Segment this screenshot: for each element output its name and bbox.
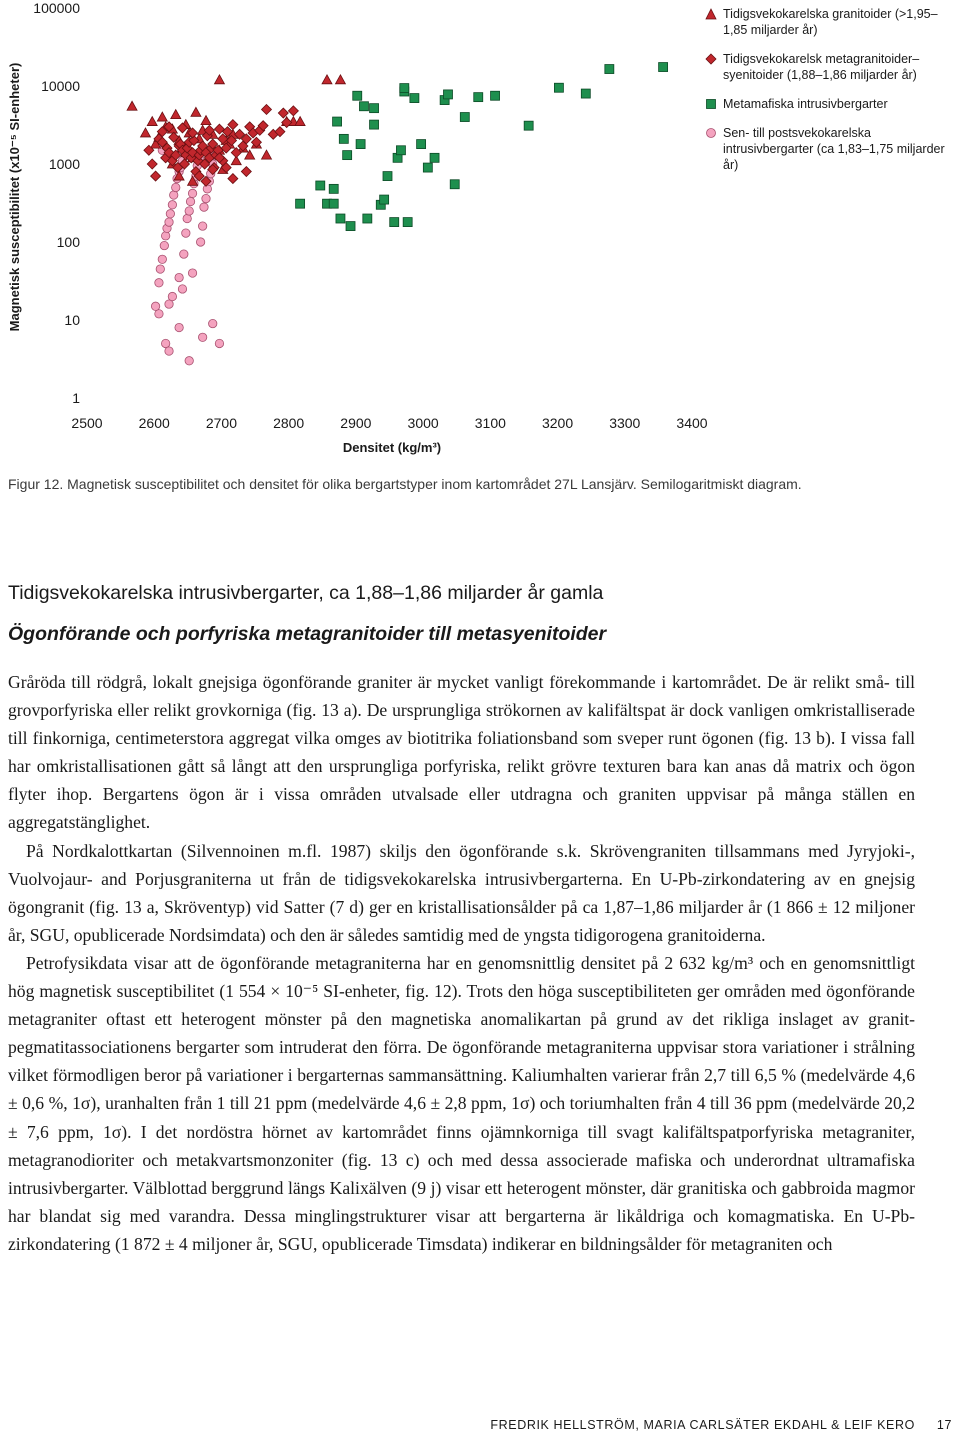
circle-data-point xyxy=(180,250,188,258)
square-data-point xyxy=(460,113,469,122)
square-data-point xyxy=(363,214,372,223)
x-axis-title: Densitet (kg/m³) xyxy=(342,440,442,455)
circle-data-point xyxy=(161,232,169,240)
triangle-data-point xyxy=(335,75,345,84)
square-data-point xyxy=(336,214,345,223)
circle-data-point xyxy=(183,214,191,222)
triangle-data-point xyxy=(171,110,181,119)
article-body xyxy=(8,582,915,1258)
footer-authors: FREDRIK HELLSTRÖM, MARIA CARLSÄTER EKDAHL & LEIF KERO xyxy=(490,1418,915,1432)
circle-data-point xyxy=(168,292,176,300)
diamond-data-point xyxy=(241,167,251,177)
square-data-point xyxy=(403,218,412,227)
square-data-point xyxy=(329,199,338,208)
triangle-data-point xyxy=(262,150,272,159)
square-data-point xyxy=(370,104,379,113)
triangle-data-point xyxy=(127,101,137,110)
y-tick-label: 10000 xyxy=(41,78,80,94)
circle-data-point xyxy=(200,203,208,211)
square-data-point xyxy=(356,140,365,149)
triangle-data-point xyxy=(191,107,201,116)
x-tick-label: 2800 xyxy=(273,415,305,431)
square-data-point xyxy=(400,84,409,93)
legend-item-postsvekokarelska xyxy=(705,125,955,173)
legend-label: Tidigsvekokarelska granitoider (>1,95–1,85 miljarder år) xyxy=(723,7,938,37)
triangle-marker-icon xyxy=(705,8,717,20)
square-data-point xyxy=(329,184,338,193)
circle-data-point xyxy=(155,279,163,287)
circle-data-point xyxy=(166,210,174,218)
circle-marker-icon xyxy=(705,127,717,139)
square-data-point xyxy=(333,117,342,126)
triangle-data-point xyxy=(295,117,305,126)
circle-data-point xyxy=(209,319,217,327)
figure-caption: Figur 12. Magnetisk susceptibilitet och densitet för olika bergartstyper inom kartområdet 27L Lansjärv. Semilogaritmiskt diagram. xyxy=(8,476,802,492)
data-points xyxy=(127,63,668,365)
section-subheading: Ögonförande och porfyriska metagranitoider till metasyenitoider xyxy=(8,623,607,645)
circle-data-point xyxy=(178,285,186,293)
triangle-data-point xyxy=(157,112,167,121)
circle-data-point xyxy=(185,357,193,365)
circle-data-point xyxy=(175,273,183,281)
circle-data-point xyxy=(160,241,168,249)
y-axis-tick-labels xyxy=(33,0,80,406)
square-data-point xyxy=(346,222,355,231)
square-data-point xyxy=(605,65,614,74)
circle-data-point xyxy=(186,197,194,205)
legend-item-granitoider xyxy=(705,6,955,38)
legend-item-metamafiska xyxy=(705,96,955,112)
paragraph-3: Petrofysikdata visar att de ögonförande metagraniterna har en genomsnittlig densitet på 2 632 kg/m³ och en genomsnittligt hög magnetisk susceptibilitet (1 554 × 10⁻⁵ SI-enheter, fig. 12). Trots den höga susceptibiliteten ger områden med ögonförande metagraniter oftast ett heterogent mönster på den magnetiska anomalikartan på grund av det rikliga inslaget av granit-pegmatitassociationens bergarter som intruderat den förra. De ögonförande metagraniterna uppvisar stora variationer i strålning vilket förmodligen beror på variationer i bergarternas sammansättning. Kaliumhalten varierar från 2,7 till 6,5 % (medelvärde 4,6 ± 0,6 %, 1σ), uranhalten från 1 till 21 ppm (medelvärde 4,6 ± 2,8 ppm, 1σ) och toriumhalten från 4 till 36 ppm (medelvärde 20,2 ± 7,6 ppm, 1σ). I det nordöstra hörnet av kartområdet finns ojämnkorniga till svagt kalifältspatporfyriska metagraniter, metagranodioriter och metakvartsmonzoniter (fig. 13 c) och med dessa associerade mafiska och underordnat ultramafiska intrusivbergarter. Välblottad berggrund längs Kalixälven (9 j) visar ett heterogent mönster, där granitiska och gabbroida magmor har blandat sig med varandra. Dessa minglingstrukturer visar att bergarterna är likåldriga och komagmatiska. En U-Pb-zirkondatering (1 872 ± 4 miljoner år, SGU, opublicerade Timsdata) indikerar en bildningsålder för metagraniten och xyxy=(8,952,915,1254)
square-data-point xyxy=(343,151,352,160)
y-axis-title: Magnetisk susceptibilitet (x10⁻⁵ SI-enheter) xyxy=(7,62,22,332)
chart-legend xyxy=(705,6,955,186)
circle-data-point xyxy=(158,255,166,263)
square-data-point xyxy=(339,134,348,143)
square-data-point xyxy=(430,153,439,162)
square-data-point xyxy=(659,63,668,72)
paragraph-1: Gråröda till rödgrå, lokalt gnejsiga ögonförande graniter är mycket vanligt förekommande i kartområdet. De är relikt små- till grovporfyriska eller relikt grovkorniga (fig. 13 a). De ursprungliga strökornen av kalifältspat är dock vanligen omkristalliserade till finkorniga, centimeterstora aggregat vilka omges av biotitrika foliationsband som sveper runt ögonen (fig. 13 b). I vissa fall har omkristallisationen gått så långt att den ursprungliga porfyriska, relikt grövre texturen bara kan anas då matrix och ögon flyter ihop. Bergartens ögon är i vissa områden utvalsade eller utdragna och graniten uppvisar på många ställen en aggregatstänglighet. xyxy=(8,672,915,833)
triangle-data-point xyxy=(141,128,151,137)
page-footer xyxy=(490,1418,952,1432)
square-data-point xyxy=(296,199,305,208)
x-tick-label: 3100 xyxy=(474,415,506,431)
y-tick-label: 100 xyxy=(56,234,80,250)
circle-data-point xyxy=(156,265,164,273)
square-data-point xyxy=(370,120,379,129)
x-tick-label: 3000 xyxy=(407,415,439,431)
square-data-point xyxy=(417,140,426,149)
square-data-point xyxy=(524,121,533,130)
square-data-point xyxy=(316,181,325,190)
page-number: 17 xyxy=(936,1418,952,1432)
circle-data-point xyxy=(203,185,211,193)
square-data-point xyxy=(410,94,419,103)
x-tick-label: 2600 xyxy=(138,415,170,431)
circle-data-point xyxy=(198,333,206,341)
x-tick-label: 3200 xyxy=(541,415,574,431)
square-data-point xyxy=(353,91,362,100)
square-data-point xyxy=(390,218,399,227)
x-tick-label: 2500 xyxy=(71,415,103,431)
triangle-data-point xyxy=(201,116,211,125)
circle-data-point xyxy=(172,183,180,191)
x-tick-label: 3400 xyxy=(676,415,708,431)
x-tick-label: 2900 xyxy=(340,415,372,431)
triangle-data-point xyxy=(147,117,157,126)
triangle-data-point xyxy=(322,75,332,84)
circle-data-point xyxy=(165,300,173,308)
circle-data-point xyxy=(185,207,193,215)
legend-item-metagranitoider xyxy=(705,51,955,83)
circle-data-point xyxy=(182,229,190,237)
circle-data-point xyxy=(188,269,196,277)
square-data-point xyxy=(474,93,483,102)
square-data-point xyxy=(450,180,459,189)
circle-data-point xyxy=(165,218,173,226)
legend-label: Sen- till postsvekokarelska intrusivbergarter (ca 1,83–1,75 miljarder år) xyxy=(723,126,945,172)
circle-data-point xyxy=(170,191,178,199)
diamond-data-point xyxy=(147,159,157,169)
y-tick-label: 10 xyxy=(64,312,80,328)
section-heading: Tidigsvekokarelska intrusivbergarter, ca 1,88–1,86 miljarder år gamla xyxy=(8,582,604,604)
circle-data-point xyxy=(168,201,176,209)
diamond-data-point xyxy=(228,174,238,184)
circle-data-point xyxy=(215,339,223,347)
circle-data-point xyxy=(155,310,163,318)
diamond-data-point xyxy=(282,118,292,128)
circle-data-point xyxy=(175,323,183,331)
y-tick-label: 1 xyxy=(72,390,80,406)
diamond-data-point xyxy=(288,106,298,116)
circle-data-point xyxy=(196,238,204,246)
square-data-point xyxy=(581,89,590,98)
x-tick-label: 2700 xyxy=(205,415,238,431)
square-data-point xyxy=(554,83,563,92)
square-data-point xyxy=(491,91,500,100)
square-data-point xyxy=(396,146,405,155)
diamond-data-point xyxy=(262,104,272,114)
circle-data-point xyxy=(151,302,159,310)
square-data-point xyxy=(380,195,389,204)
circle-data-point xyxy=(188,189,196,197)
square-data-point xyxy=(423,163,432,172)
square-marker-icon xyxy=(705,98,717,110)
x-tick-label: 3300 xyxy=(609,415,641,431)
legend-label: Tidigsvekokarelsk metagranitoider–syenitoider (1,88–1,86 miljarder år) xyxy=(723,52,920,82)
circle-data-point xyxy=(202,194,210,202)
circle-data-point xyxy=(165,347,173,355)
circle-data-point xyxy=(161,339,169,347)
y-tick-label: 100000 xyxy=(33,0,80,16)
square-data-point xyxy=(444,90,453,99)
legend-label: Metamafiska intrusivbergarter xyxy=(723,97,888,111)
y-tick-label: 1000 xyxy=(48,156,80,172)
paragraph-2: På Nordkalottkartan (Silvennoinen m.fl. 1987) skiljs den ögonförande s.k. Skrövengraniten tillsammans med Jyryjoki-, Vuolvojaur- and Porjusgraniterna ut från de tidigsvekokarelska intrusivbergarterna. En U-Pb-zirkondatering av en gnejsig ögongranit (fig. 13 a, Skröventyp) vid Satter (7 d) ger en kristallisationsålder på ca 1,87–1,86 miljarder år (1 866 ± 12 miljoner år, SGU, opublicerade Nordsimdata) och den är således samtidig med de yngsta tidigorogena granitoiderna. xyxy=(8,840,915,945)
square-data-point xyxy=(359,102,368,111)
square-data-point xyxy=(383,172,392,181)
diamond-marker-icon xyxy=(705,53,717,65)
diamond-data-point xyxy=(151,171,161,181)
circle-data-point xyxy=(198,222,206,230)
triangle-data-point xyxy=(214,75,224,84)
x-axis-tick-labels xyxy=(71,415,707,431)
